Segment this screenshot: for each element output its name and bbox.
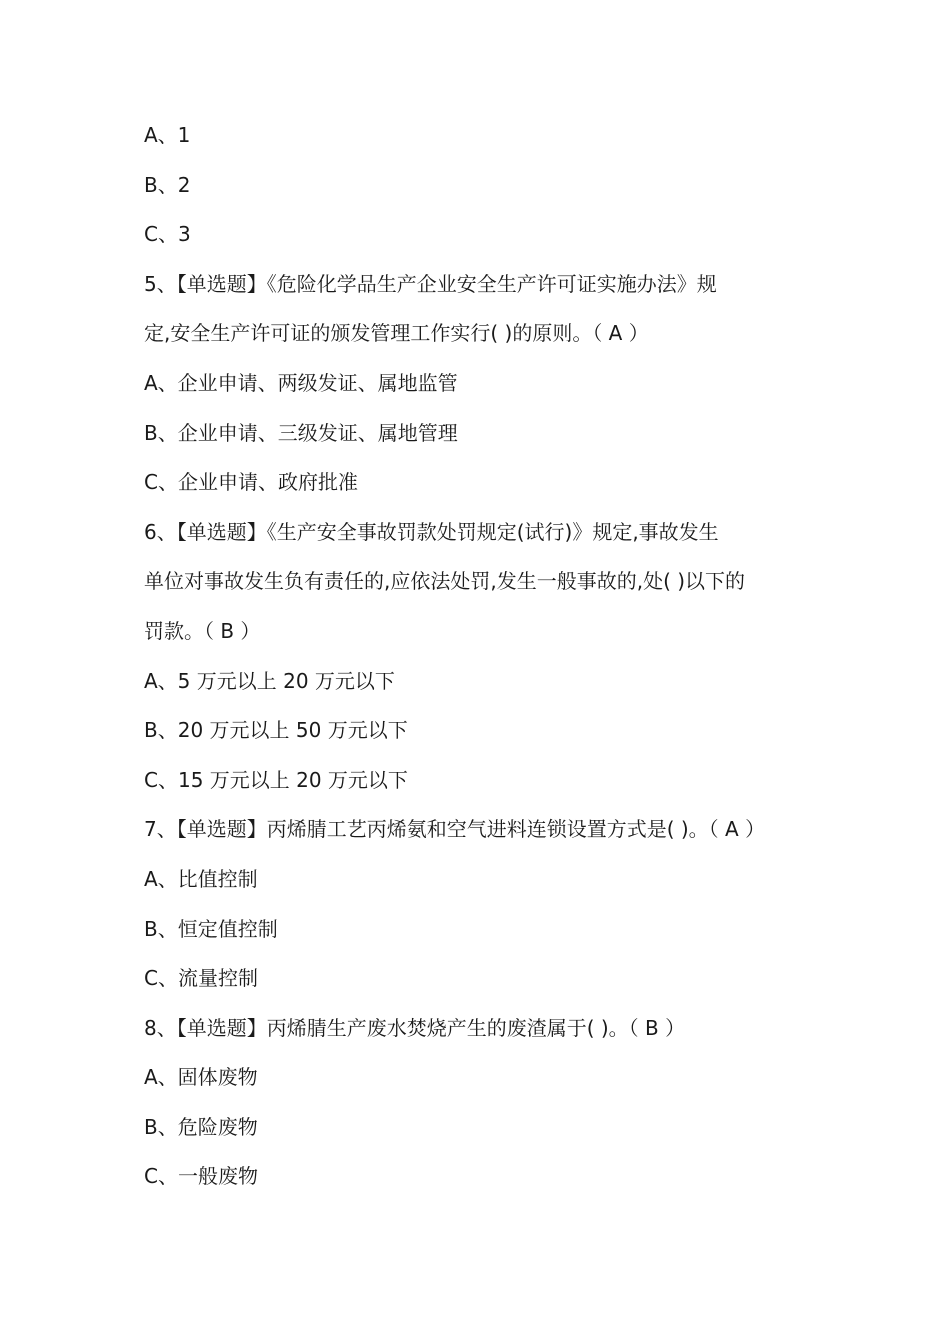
option-line: C、一般废物 <box>144 1164 258 1189</box>
option-line: A、5 万元以上 20 万元以下 <box>144 668 395 693</box>
option-line: B、危险废物 <box>144 1114 258 1139</box>
question-line: 定,安全生产许可证的颁发管理工作实行( )的原则。（ A ） <box>144 321 649 346</box>
option-line: A、企业申请、两级发证、属地监管 <box>144 370 458 395</box>
question-line: 6、【单选题】《生产安全事故罚款处罚规定(试行)》规定,事故发生 <box>144 519 719 544</box>
option-line: C、企业申请、政府批准 <box>144 470 358 495</box>
option-line: C、流量控制 <box>144 966 258 991</box>
option-line: C、3 <box>144 222 191 247</box>
option-line: A、固体废物 <box>144 1065 258 1090</box>
option-line: B、恒定值控制 <box>144 916 278 941</box>
question-line: 罚款。（ B ） <box>144 618 261 643</box>
question-line: 8、【单选题】丙烯腈生产废水焚烧产生的废渣属于( )。（ B ） <box>144 1015 686 1040</box>
question-line: 5、【单选题】《危险化学品生产企业安全生产许可证实施办法》规 <box>144 271 717 296</box>
option-line: B、2 <box>144 172 191 197</box>
option-line: A、1 <box>144 123 191 147</box>
option-line: B、企业申请、三级发证、属地管理 <box>144 420 458 445</box>
option-line: C、15 万元以上 20 万元以下 <box>144 767 408 792</box>
option-line: B、20 万元以上 50 万元以下 <box>144 718 408 743</box>
question-line: 7、【单选题】丙烯腈工艺丙烯氨和空气进料连锁设置方式是( )。（ A ） <box>144 817 766 842</box>
question-line: 单位对事故发生负有责任的,应依法处罚,发生一般事故的,处( )以下的 <box>144 569 746 594</box>
question-content <box>144 111 814 1202</box>
option-line: A、比值控制 <box>144 866 258 891</box>
